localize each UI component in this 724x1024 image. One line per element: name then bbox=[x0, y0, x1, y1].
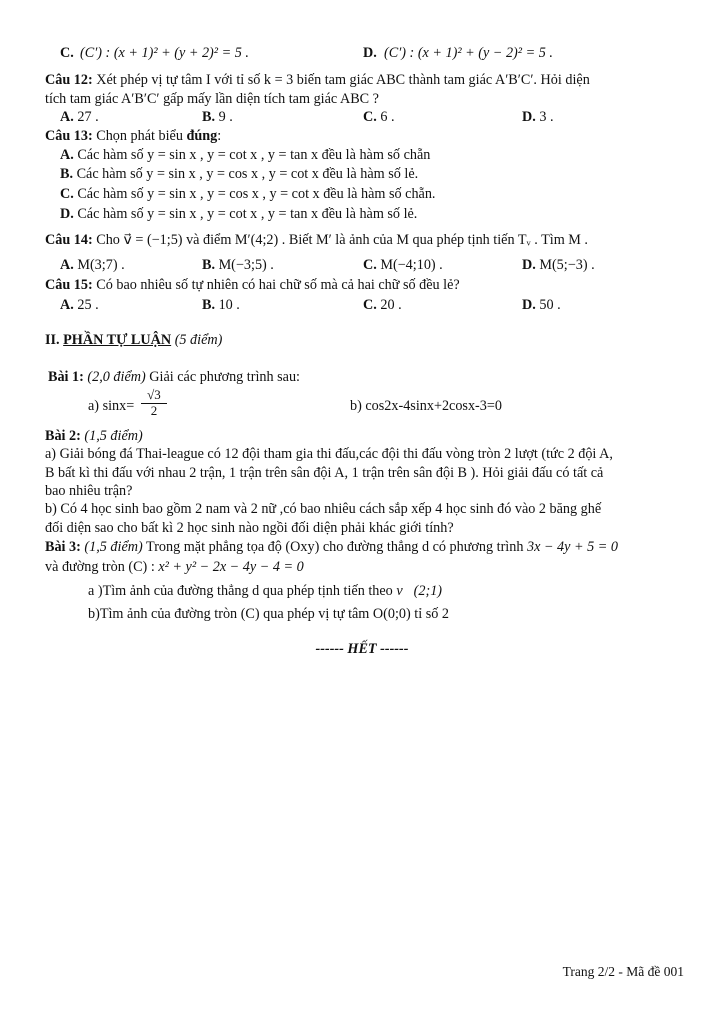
bai2-a-line3: bao nhiêu trận? bbox=[45, 483, 133, 499]
bai3-line-equation: 3x − 4y + 5 = 0 bbox=[527, 539, 618, 555]
q12-text-line1: Xét phép vị tự tâm I với tỉ số k = 3 biến tam giác ABC thành tam giác A′B′C′. Hỏi diện bbox=[96, 72, 590, 88]
q14-text: Cho v⃗ = (−1;5) và điểm M′(4;2) . Biết M′ là ảnh của M qua phép tịnh tiến Tᵥ . Tìm M . bbox=[96, 232, 588, 248]
q13-option-c: C. Các hàm số y = sin x , y = cos x , y = cot x đều là hàm số chẵn. bbox=[60, 186, 436, 202]
q12-option-a: A. 27 . bbox=[60, 109, 99, 125]
bai3-line2: và đường tròn (C) : x² + y² − 2x − 4y − 4 = 0 bbox=[45, 559, 304, 575]
q12-text-line2: tích tam giác A′B′C′ gấp mấy lần diện tích tam giác ABC ? bbox=[45, 91, 379, 107]
q15-option-d: D. 50 . bbox=[522, 297, 561, 313]
bai3-points: (1,5 điểm) bbox=[84, 539, 143, 555]
q12-line1 bbox=[45, 72, 590, 89]
q15-option-b: B. 10 . bbox=[202, 297, 240, 313]
end-marker: ------ HẾT ------ bbox=[315, 641, 409, 657]
bai1-a: a) sinx= bbox=[88, 398, 135, 414]
bai3-a-vector: v⃗(2;1) bbox=[396, 583, 443, 599]
q14-label: Câu 14: bbox=[45, 232, 93, 248]
bai2-b-line2: đối diện sao cho bất kì 2 học sinh nào ngồi đối diện phải khác giới tính? bbox=[45, 520, 454, 536]
part2-title: PHẦN TỰ LUẬN bbox=[63, 332, 172, 348]
bai3-circle-equation: x² + y² − 2x − 4y − 4 = 0 bbox=[158, 559, 304, 575]
q13-label: Câu 13: bbox=[45, 128, 93, 144]
q13-option-b: B. Các hàm số y = sin x , y = cos x , y = cot x đều là hàm số lẻ. bbox=[60, 166, 419, 182]
q12-option-b: B. 9 . bbox=[202, 109, 233, 125]
q13-option-a: A. Các hàm số y = sin x , y = cot x , y = tan x đều là hàm số chẵn bbox=[60, 147, 431, 163]
q14-question bbox=[45, 232, 588, 249]
bai1-label: Bài 1: bbox=[48, 369, 84, 385]
bai1-text: Giải các phương trình sau: bbox=[149, 369, 301, 385]
bai3-line1: Bài 3: (1,5 điểm) Trong mặt phẳng tọa độ (Oxy) cho đường thẳng d có phương trình 3x − 4y + 5 = 0 bbox=[45, 539, 618, 555]
q11-d-text: (C′) : (x + 1)² + (y − 2)² = 5 . bbox=[384, 45, 553, 61]
bai3-label: Bài 3: bbox=[45, 539, 81, 555]
q14-option-c: C. M(−4;10) . bbox=[363, 257, 443, 273]
bai2-label: Bài 2: bbox=[45, 428, 81, 444]
q15-text: Có bao nhiêu số tự nhiên có hai chữ số mà cả hai chữ số đều lẻ? bbox=[96, 277, 460, 293]
q14-option-a: A. M(3;7) . bbox=[60, 257, 125, 273]
bai3-a: a )Tìm ảnh của đường thẳng d qua phép tịnh tiến theo v⃗(2;1) bbox=[88, 583, 443, 599]
bai1-a-numerator: √3 bbox=[147, 387, 161, 402]
bai2-a-line2: B bất kì thi đấu với nhau 2 trận, 1 trận trên sân đội A, 1 trận trên sân đội B ). Hỏi giải đấu có tất cả bbox=[45, 465, 604, 481]
q13-option-d: D. Các hàm số y = sin x , y = cot x , y = tan x đều là hàm số lẻ. bbox=[60, 206, 418, 222]
q15-label: Câu 15: bbox=[45, 277, 93, 293]
q15-option-a: A. 25 . bbox=[60, 297, 99, 313]
q13-question: Câu 13: Chọn phát biểu đúng: bbox=[45, 128, 222, 144]
q11-c-text: (C′) : (x + 1)² + (y + 2)² = 5 . bbox=[80, 45, 249, 61]
q12-option-c: C. 6 . bbox=[363, 109, 395, 125]
bai1-points: (2,0 điểm) bbox=[87, 369, 146, 385]
q13-text-bold: đúng bbox=[186, 128, 218, 144]
q12-label: Câu 12: bbox=[45, 72, 93, 88]
bai1-a-denominator: 2 bbox=[141, 403, 167, 418]
bai2-heading bbox=[45, 428, 143, 445]
q11-c-label: C. bbox=[60, 45, 74, 61]
bai2-a-line1: a) Giải bóng đá Thai-league có 12 đội tham gia thi đấu,các đội thi đấu vòng tròn 2 lượt (tức 2 đội A, bbox=[45, 446, 613, 462]
q11-d-label: D. bbox=[363, 45, 377, 61]
q15-question bbox=[45, 277, 460, 294]
bai1-a-fraction bbox=[141, 388, 167, 418]
page-footer: Trang 2/2 - Mã đề 001 bbox=[562, 964, 684, 979]
bai1-b: b) cos2x-4sinx+2cosx-3=0 bbox=[350, 398, 502, 414]
part2-points: (5 điểm) bbox=[174, 332, 223, 348]
q14-option-b: B. M(−3;5) . bbox=[202, 257, 274, 273]
part2-heading: II. PHẦN TỰ LUẬN (5 điểm) bbox=[45, 332, 223, 348]
q12-option-d: D. 3 . bbox=[522, 109, 554, 125]
bai2-points: (1,5 điểm) bbox=[84, 428, 143, 444]
q15-option-c: C. 20 . bbox=[363, 297, 402, 313]
q13-text-pre: Chọn phát biểu bbox=[96, 128, 183, 144]
bai2-b-line1: b) Có 4 học sinh bao gồm 2 nam và 2 nữ ,có bao nhiêu cách sắp xếp 4 học sinh đó vào 2 băng ghế bbox=[45, 501, 602, 517]
bai3-b: b)Tìm ảnh của đường tròn (C) qua phép vị tự tâm O(0;0) tỉ số 2 bbox=[88, 606, 449, 622]
q14-option-d: D. M(5;−3) . bbox=[522, 257, 595, 273]
bai1-heading bbox=[48, 369, 300, 386]
